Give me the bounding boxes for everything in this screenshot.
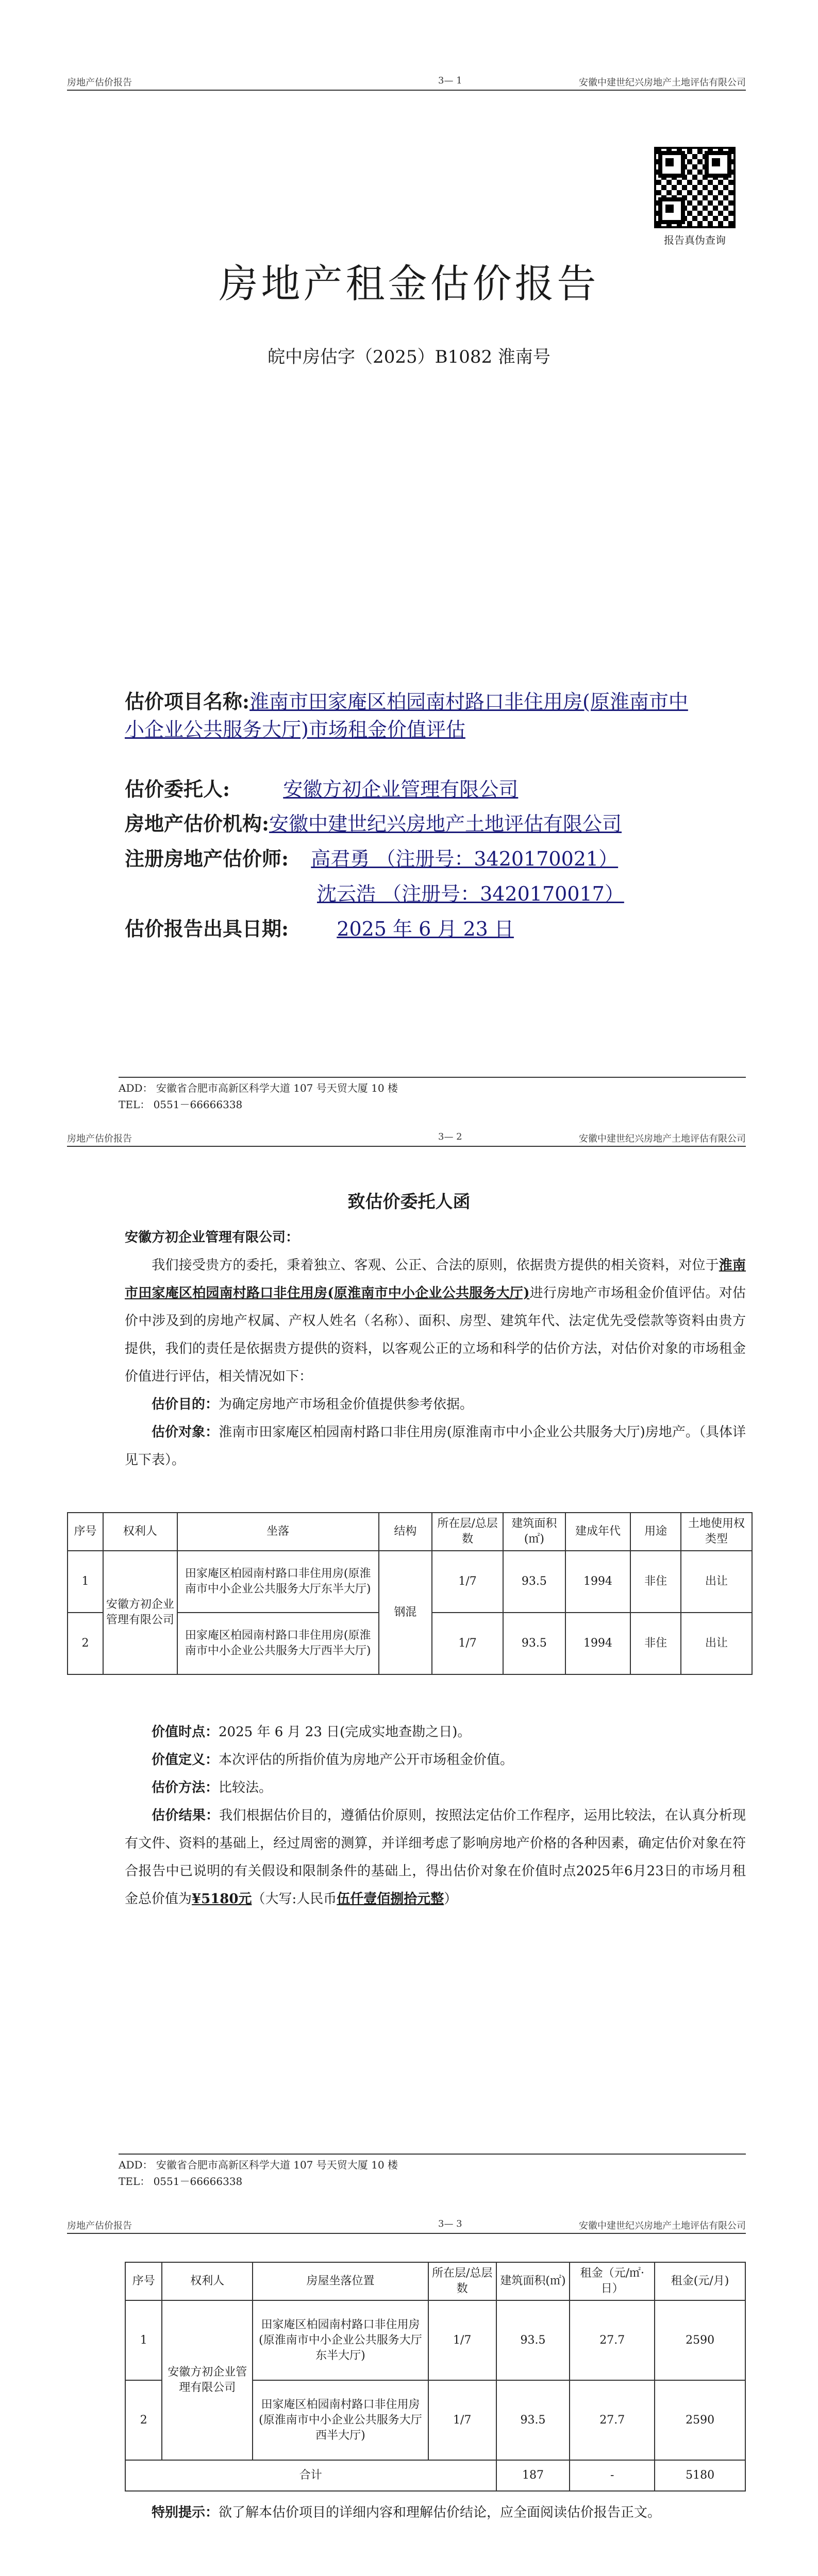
header-left: 房地产估价报告	[67, 77, 132, 88]
header-page-number: 3— 1	[438, 75, 462, 86]
letter-body	[125, 1224, 746, 1474]
table-header-row: 序号 权利人 坐落 结构 所在层/总层数 建筑面积(㎡) 建成年代 用途 土地使用权类型	[68, 1513, 752, 1551]
rent-page	[0, 2195, 818, 2576]
agency-label: 房地产估价机构:	[125, 812, 270, 835]
result-paragraph: 估价结果：我们根据估价目的，遵循估价原则，按照法定估价工作程序，运用比较法，在认真分析现有文件、资料的基础上，经过周密的测算，并详细考虑了影响房地产价格的各种因素，确定估价对象在符合报告中已说明的有关假设和限制条件的基础上，得出估价对象在价值时点2025年6月23日的市场月租金总价值为¥5180元（大写:人民币伍仟壹佰捌拾元整）	[125, 1808, 746, 1907]
page-header	[67, 72, 746, 91]
table-row: 1 安徽方初企业管理有限公司 田家庵区柏园南村路口非住用房(原淮南市中小企业公共服务大厅东半大厅) 1/7 93.5 27.7 2590	[125, 2300, 745, 2380]
cover-page	[0, 0, 818, 1111]
page-header	[67, 2215, 746, 2234]
appraiser-row	[125, 845, 618, 873]
table-header-row: 序号 权利人 房屋坐落位置 所在层/总层数 建筑面积(㎡) 租金（元/㎡·日） 租金(元/月)	[125, 2262, 745, 2300]
qr-label: 报告真伪查询	[664, 234, 726, 246]
header-page-number: 3— 2	[438, 1131, 462, 1142]
date-row	[125, 915, 514, 943]
header-company: 安徽中建世纪兴房地产土地评估有限公司	[579, 77, 746, 88]
result-amount-words: 伍仟壹佰捌拾元整	[337, 1891, 444, 1907]
client-label: 估价委托人:	[125, 777, 230, 801]
header-company: 安徽中建世纪兴房地产土地评估有限公司	[579, 1133, 746, 1144]
agency-value: 安徽中建世纪兴房地产土地评估有限公司	[269, 812, 622, 835]
page-header	[67, 1128, 746, 1147]
salutation: 安徽方初企业管理有限公司：	[125, 1230, 299, 1245]
rent-table	[125, 2262, 746, 2492]
object-paragraph: 估价对象：淮南市田家庵区柏园南村路口非住用房(原淮南市中小企业公共服务大厅)房地产。（具体详见下表）。	[125, 1425, 746, 1468]
project-value: 淮南市田家庵区柏园南村路口非住用房(原淮南市中小企业公共服务大厅)市场租金价值评估	[125, 690, 688, 741]
header-company: 安徽中建世纪兴房地产土地评估有限公司	[579, 2221, 746, 2231]
footer-address: ADD： 安徽省合肥市高新区科学大道 107 号天贸大厦 10 楼	[119, 1082, 398, 1094]
letter-body-2	[125, 1718, 746, 1913]
report-number: 皖中房估字（2025）B1082 淮南号	[268, 347, 550, 367]
purpose-paragraph: 估价目的：为确定房地产市场租金价值提供参考依据。	[152, 1397, 474, 1412]
agency-row	[125, 810, 622, 838]
date-value: 2025 年 6 月 23 日	[337, 918, 514, 940]
appraiser-2: 沈云浩 （注册号：3420170017）	[317, 883, 624, 905]
date-label: 估价报告出具日期:	[125, 917, 289, 940]
footer-tel: TEL： 0551－66666338	[119, 2175, 243, 2188]
table-row: 2 田家庵区柏园南村路口非住用房(原淮南市中小企业公共服务大厅西半大厅) 1/7 93.5 27.7 2590	[125, 2380, 745, 2460]
special-notice: 特别提示：欲了解本估价项目的详细内容和理解估价结论，应全面阅读估价报告正文。	[152, 2505, 661, 2520]
table-row: 1 安徽方初企业管理有限公司 田家庵区柏园南村路口非住用房(原淮南市中小企业公共服务大厅东半大厅) 钢混 1/7 93.5 1994 非住 出让	[68, 1551, 752, 1613]
page-footer	[119, 1077, 746, 1113]
appraiser-label: 注册房地产估价师:	[125, 847, 289, 870]
page-footer	[119, 2154, 746, 2190]
header-left: 房地产估价报告	[67, 2221, 132, 2231]
client-row	[125, 775, 518, 803]
total-row: 合计 187 - 5180	[125, 2460, 745, 2491]
header-page-number: 3— 3	[438, 2218, 462, 2229]
property-location: 淮南市田家庵区柏园南村路口非住用房(原淮南市中小企业公共服务大厅)	[125, 1258, 746, 1301]
footer-tel: TEL： 0551－66666338	[119, 1098, 243, 1111]
letter-page	[0, 1118, 818, 2190]
qr-code-icon[interactable]	[654, 147, 736, 228]
method-paragraph: 估价方法：比较法。	[152, 1780, 273, 1795]
value-date-paragraph: 价值时点：2025 年 6 月 23 日(完成实地查勘之日)。	[152, 1724, 471, 1740]
project-label: 估价项目名称:	[125, 690, 250, 713]
property-table	[67, 1512, 753, 1675]
letter-title: 致估价委托人函	[347, 1192, 471, 1212]
value-definition-paragraph: 价值定义：本次评估的所指价值为房地产公开市场租金价值。	[152, 1752, 514, 1768]
table-row: 2 田家庵区柏园南村路口非住用房(原淮南市中小企业公共服务大厅西半大厅) 1/7 93.5 1994 非住 出让	[68, 1613, 752, 1674]
project-row	[125, 688, 697, 743]
report-title: 房地产租金估价报告	[219, 261, 599, 307]
header-left: 房地产估价报告	[67, 1133, 132, 1144]
result-amount: ¥5180元	[192, 1891, 252, 1907]
footer-address: ADD： 安徽省合肥市高新区科学大道 107 号天贸大厦 10 楼	[119, 2159, 398, 2171]
appraiser-1: 高君勇 （注册号：3420170021）	[311, 848, 619, 870]
intro-paragraph: 我们接受贵方的委托，秉着独立、客观、公正、合法的原则，依据贵方提供的相关资料，对位于淮南市田家庵区柏园南村路口非住用房(原淮南市中小企业公共服务大厅)进行房地产市场租金价值评估。对估价中涉及到的房地产权属、产权人姓名（名称）、面积、房型、建筑年代、法定优先受偿款等资料由贵方提供，我们的责任是依据贵方提供的资料，以客观公正的立场和科学的估价方法，对估价对象的市场租金价值进行评估，相关情况如下：	[125, 1258, 746, 1384]
appraiser2-row	[317, 880, 624, 908]
client-value: 安徽方初企业管理有限公司	[283, 778, 519, 801]
